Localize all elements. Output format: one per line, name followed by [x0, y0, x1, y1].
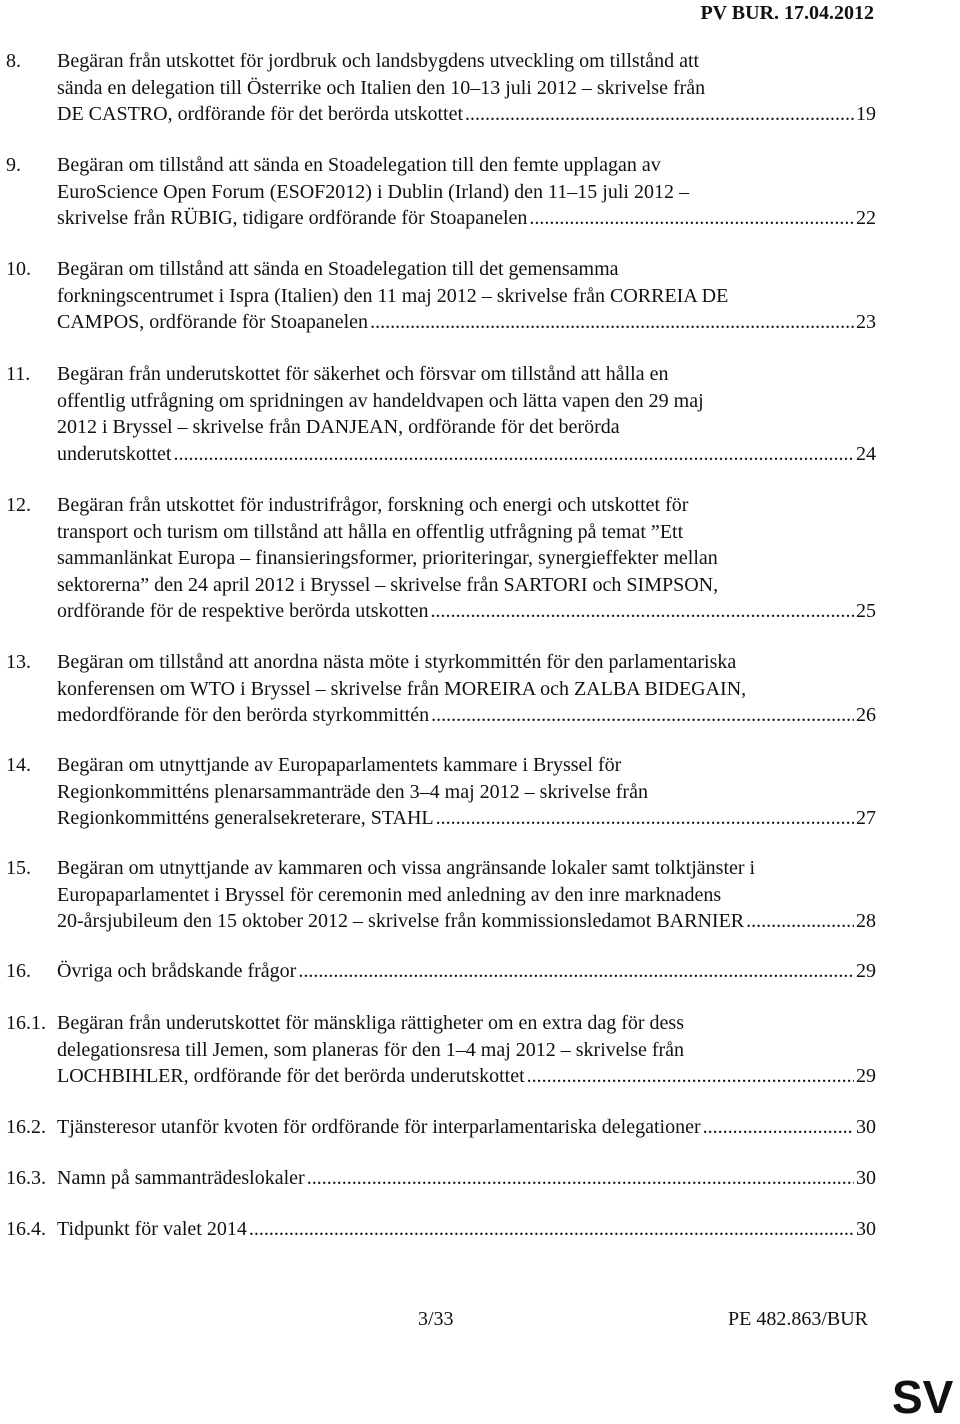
toc-entry-line: forkningscentrumet i Ispra (Italien) den 11 maj 2012 – skrivelse från CORREIA DE	[57, 284, 729, 307]
toc-entry-line: Begäran från utskottet för industrifrågor, forskning och energi och utskottet för	[57, 494, 689, 516]
toc-entry-text	[57, 752, 876, 832]
language-badge: SV	[892, 1371, 954, 1423]
toc-entry-text	[57, 256, 876, 336]
toc-entry-page-number: 29	[856, 960, 876, 982]
toc-entry-number: 10.	[6, 258, 31, 280]
toc-entry-title-end: DE CASTRO, ordförande för det berörda utskottet	[57, 103, 464, 125]
dot-leader	[431, 702, 854, 729]
toc-entry-title-end: ordförande för de respektive berörda utskotten	[57, 600, 429, 622]
toc-entry-line: EuroScience Open Forum (ESOF2012) i Dublin (Irland) den 11–15 juli 2012 –	[57, 180, 689, 203]
toc-entry-last-line	[57, 958, 876, 985]
toc-entry-last-line	[57, 1165, 876, 1192]
toc-entry-title-end: Övriga och brådskande frågor	[57, 960, 297, 982]
toc-entry-last-line	[57, 309, 876, 336]
toc-entry-page-number: 30	[856, 1218, 876, 1240]
dot-leader	[173, 441, 854, 468]
toc-entry-text	[57, 48, 876, 128]
toc-entry-title-end: Namn på sammanträdeslokaler	[57, 1167, 305, 1189]
toc-entry-page-number: 30	[856, 1167, 876, 1189]
toc-entry-page-number: 28	[856, 910, 876, 932]
toc-entry-line: Regionkommitténs plenarsammanträde den 3–4 maj 2012 – skrivelse från	[57, 780, 648, 803]
toc-entry-page-number: 30	[856, 1116, 876, 1138]
toc-entry-last-line	[57, 1114, 876, 1141]
toc-entry-line: konferensen om WTO i Bryssel – skrivelse från MOREIRA och ZALBA BIDEGAIN,	[57, 677, 747, 700]
toc-entry-number: 12.	[6, 494, 31, 516]
toc-entry-line: Begäran om utnyttjande av kammaren och vissa angränsande lokaler samt tolktjänster i	[57, 857, 756, 879]
toc-entry-last-line	[57, 598, 876, 625]
dot-leader	[746, 908, 854, 935]
toc-entry-line: Europaparlamentet i Bryssel för ceremonin med anledning av den inre marknadens	[57, 883, 722, 906]
toc-entry-number: 11.	[6, 363, 31, 385]
toc-entry-text	[57, 1114, 876, 1141]
toc-entry-last-line	[57, 908, 876, 935]
toc-entry-text	[57, 649, 876, 729]
toc-entry-page-number: 26	[856, 704, 876, 726]
dot-leader	[431, 598, 854, 625]
toc-entry-number: 14.	[6, 754, 31, 776]
toc-entry-line: Begäran om tillstånd att sända en Stoadelegation till det gemensamma	[57, 258, 619, 280]
toc-entry-title-end: Regionkommitténs generalsekreterare, STAHL	[57, 807, 434, 829]
page-header-title: PV BUR. 17.04.2012	[700, 2, 874, 24]
toc-entry-line: Begäran om tillstånd att sända en Stoadelegation till den femte upplagan av	[57, 154, 661, 176]
toc-entry-page-number: 29	[856, 1065, 876, 1087]
toc-entry-title-end: medordförande för den berörda styrkommittén	[57, 704, 430, 726]
toc-entry-line: Begäran från utskottet för jordbruk och landsbygdens utveckling om tillstånd att	[57, 50, 700, 72]
toc-entry-page-number: 25	[856, 600, 876, 622]
toc-entry-number: 13.	[6, 651, 31, 673]
toc-entry-number: 8.	[6, 50, 21, 72]
dot-leader	[370, 309, 854, 336]
dot-leader	[436, 805, 854, 832]
toc-entry-line: offentlig utfrågning om spridningen av handeldvapen och lätta vapen den 29 maj	[57, 389, 704, 412]
toc-entry-number: 16.1.	[6, 1012, 46, 1034]
toc-entry-number: 16.2.	[6, 1116, 46, 1138]
footer-page-number: 3/33	[418, 1308, 454, 1330]
toc-entry-text	[57, 1165, 876, 1192]
dot-leader	[249, 1216, 854, 1243]
toc-entry-last-line	[57, 101, 876, 128]
footer-document-reference: PE 482.863/BUR	[728, 1308, 869, 1330]
toc-entry-number: 9.	[6, 154, 21, 176]
toc-entry-line: Begäran om utnyttjande av Europaparlamentets kammare i Bryssel för	[57, 754, 622, 776]
toc-entry-title-end: Tjänsteresor utanför kvoten för ordförande för interparlamentariska delegationer	[57, 1116, 701, 1138]
toc-entry-last-line	[57, 805, 876, 832]
toc-entry-line: Begäran om tillstånd att anordna nästa möte i styrkommittén för den parlamentariska	[57, 651, 737, 673]
toc-entry-page-number: 24	[856, 442, 876, 465]
toc-entry-last-line	[57, 1216, 876, 1243]
toc-entry-number: 16.	[6, 960, 31, 982]
toc-entry-line: sektorerna” den 24 april 2012 i Bryssel – skrivelse från SARTORI och SIMPSON,	[57, 573, 719, 596]
toc-entry-text	[57, 958, 876, 985]
toc-entry-title-end: LOCHBIHLER, ordförande för det berörda underutskottet	[57, 1065, 525, 1087]
dot-leader	[307, 1165, 854, 1192]
toc-entry-page-number: 19	[856, 103, 876, 125]
toc-entry-last-line	[57, 205, 876, 232]
toc-entry-text	[57, 152, 876, 232]
toc-entry-title-end: 20-årsjubileum den 15 oktober 2012 – skrivelse från kommissionsledamot BARNIER	[57, 910, 745, 932]
toc-entry-number: 16.3.	[6, 1167, 46, 1189]
toc-entry-line: Begäran från underutskottet för säkerhet och försvar om tillstånd att hålla en	[57, 363, 669, 385]
toc-entry-text	[57, 492, 876, 625]
toc-entry-line: sända en delegation till Österrike och Italien den 10–13 juli 2012 – skrivelse från	[57, 76, 706, 99]
toc-entry-line: sammanlänkat Europa – finansieringsformer, prioriteringar, synergieffekter mellan	[57, 547, 718, 569]
toc-entry-title-end: underutskottet	[57, 442, 172, 465]
dot-leader	[529, 205, 854, 232]
toc-entry-title-end: skrivelse från RÜBIG, tidigare ordförande för Stoapanelen	[57, 207, 528, 229]
dot-leader	[703, 1114, 854, 1141]
toc-entry-title-end: Tidpunkt för valet 2014	[57, 1218, 247, 1240]
toc-entry-text	[57, 1216, 876, 1243]
toc-entry-last-line	[57, 441, 876, 468]
toc-entry-line: 2012 i Bryssel – skrivelse från DANJEAN, ordförande för det berörda	[57, 416, 620, 438]
toc-entry-page-number: 22	[856, 207, 876, 229]
toc-entry-line: transport och turism om tillstånd att hålla en offentlig utfrågning på temat ”Ett	[57, 520, 684, 543]
toc-entry-last-line	[57, 1063, 876, 1090]
toc-entry-page-number: 27	[856, 807, 876, 829]
dot-leader	[527, 1063, 854, 1090]
toc-entry-line: delegationsresa till Jemen, som planeras för den 1–4 maj 2012 – skrivelse från	[57, 1038, 685, 1061]
toc-entry-text	[57, 855, 876, 935]
toc-entry-line: Begäran från underutskottet för mänskliga rättigheter om en extra dag för dess	[57, 1012, 685, 1034]
toc-entry-last-line	[57, 702, 876, 729]
dot-leader	[465, 101, 854, 128]
toc-entry-text	[57, 1010, 876, 1090]
toc-entry-number: 15.	[6, 857, 31, 879]
toc-entry-page-number: 23	[856, 311, 876, 333]
toc-entry-title-end: CAMPOS, ordförande för Stoapanelen	[57, 311, 369, 333]
toc-entry-text	[57, 361, 876, 467]
toc-entry-number: 16.4.	[6, 1218, 46, 1240]
dot-leader	[298, 958, 854, 985]
